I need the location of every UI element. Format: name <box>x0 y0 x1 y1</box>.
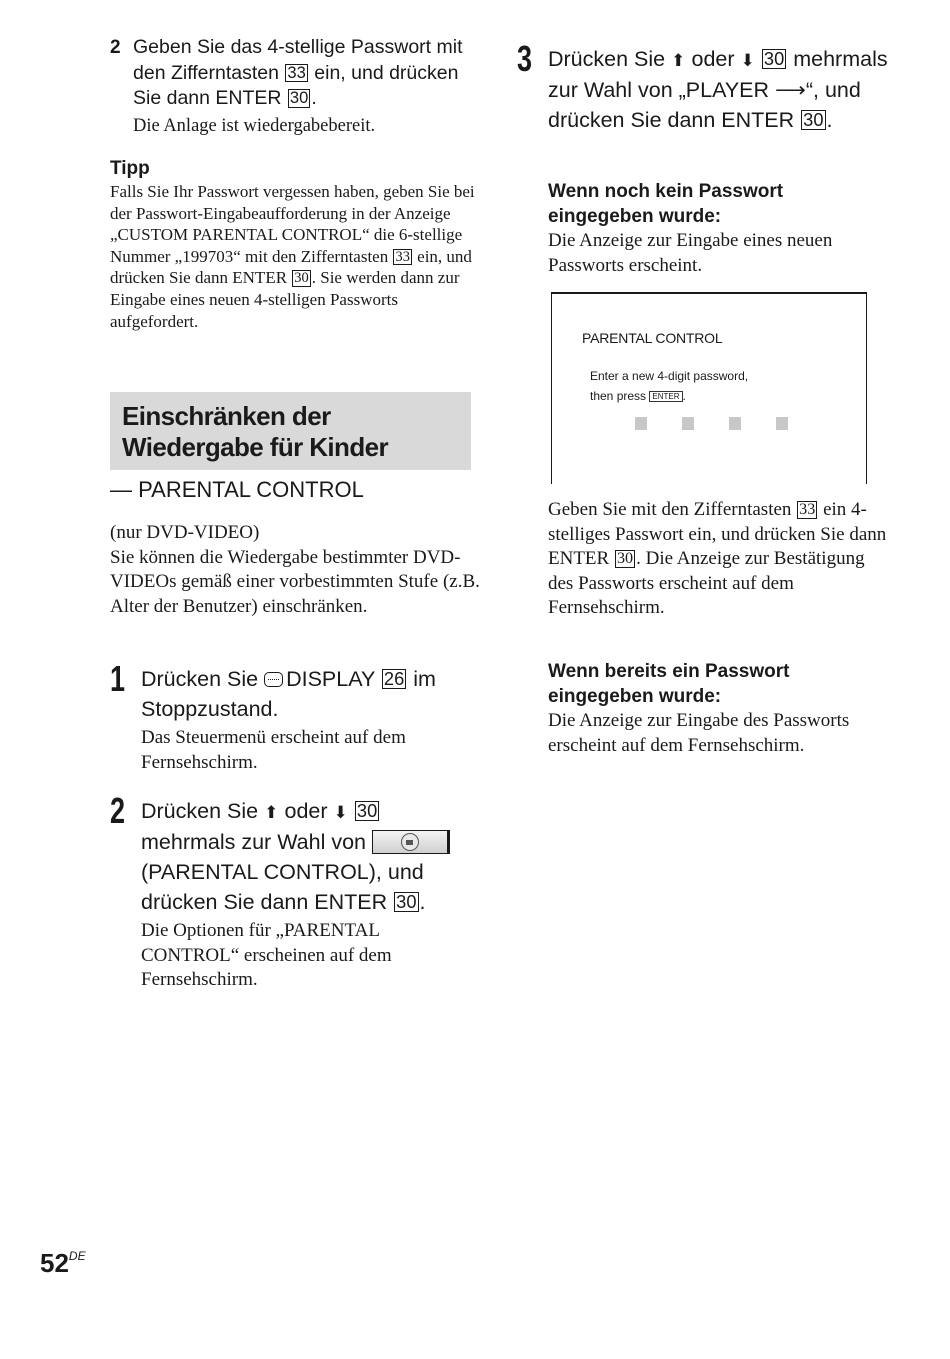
tip-title: Tipp <box>110 158 150 179</box>
section-subtitle: — PARENTAL CONTROL <box>110 477 364 502</box>
note-no-password <box>548 180 888 278</box>
step-1 <box>110 658 480 775</box>
key-reference: 30 <box>763 48 785 69</box>
step-number: 2 <box>110 37 121 58</box>
note-existing-password <box>548 660 888 758</box>
step-result: Die Anlage ist wiedergabebereit. <box>133 115 376 136</box>
section-heading-box <box>110 392 471 470</box>
step-number: 1 <box>110 658 126 699</box>
note-title: Wenn bereits ein Passwort eingegeben wurde: <box>548 661 790 707</box>
tv-screen-illustration <box>551 292 867 484</box>
note-body: Die Anzeige zur Eingabe eines neuen Passworts erscheint. <box>548 230 833 276</box>
step-3 <box>517 38 897 135</box>
section-title: Einschränken der Wiedergabe für Kinder <box>122 401 388 462</box>
key-reference: 30 <box>294 270 309 287</box>
password-digit-slot <box>729 417 741 430</box>
password-digit-slot <box>682 417 694 430</box>
key-reference: 30 <box>289 88 309 107</box>
key-reference: 33 <box>287 62 306 82</box>
step-instruction: Drücken Sie ⬆ oder ⬇ 30 mehrmals zur Wahl von (PARENTAL CONTROL), und drücken Sie dann ENTER 30 . <box>141 796 480 917</box>
key-reference: 30 <box>616 550 634 567</box>
parental-control-lock-icon <box>372 830 450 854</box>
step-number: 2 <box>110 790 126 831</box>
step-result: Die Optionen für „PARENTAL CONTROL“ erscheinen auf dem Fernsehschirm. <box>141 920 392 990</box>
down-arrow-icon: ⬇ <box>740 50 755 70</box>
password-digit-slot <box>776 417 788 430</box>
step-2-password-entry <box>110 35 480 139</box>
key-reference: 33 <box>395 248 410 265</box>
screen-title: PARENTAL CONTROL <box>582 330 723 346</box>
step-2 <box>110 790 480 993</box>
note-title: Wenn noch kein Passwort eingegeben wurde: <box>548 181 784 227</box>
key-reference: 26 <box>383 668 405 689</box>
key-reference: 33 <box>799 501 816 518</box>
lock-icon <box>401 833 419 851</box>
note-body: Die Anzeige zur Eingabe des Passworts erscheint auf dem Fernsehschirm. <box>548 710 850 756</box>
step-result: Das Steuermenü erscheint auf dem Fernsehschirm. <box>141 727 406 773</box>
page-number: 52DE <box>40 1248 86 1278</box>
intro-scope: (nur DVD-VIDEO) <box>110 522 260 543</box>
password-entry-instruction: Geben Sie mit den Zifferntasten 33 ein 4-stelliges Passwort ein, und drücken Sie dann ENTER 30 . Die Anzeige zur Bestätigung des Passworts erscheint auf dem Fernsehschirm. <box>548 499 887 618</box>
step-instruction: Drücken Sie DISPLAY 26 im Stoppzustand. <box>141 667 436 721</box>
screen-message: Enter a new 4-digit password, then press ENTER . <box>590 369 749 403</box>
password-digit-slot <box>635 417 647 430</box>
right-arrow-icon: ⟶ <box>775 78 806 102</box>
key-reference: 30 <box>356 800 378 821</box>
tip-body: Falls Sie Ihr Passwort vergessen haben, geben Sie bei der Passwort-Eingabeaufforderung in der Anzeige „CUSTOM PARENTAL CONTROL“ die 6-stellige Nummer „199703“ mit den Zifferntasten 33 ein, und drücken Sie dann ENTER 30 . Sie werden dann zur Eingabe eines neuen 4-stelligen Passworts aufgefordert. <box>110 182 475 331</box>
intro-description: Sie können die Wiedergabe bestimmter DVD-VIDEOs gemäß einer vorbestimmten Stufe (z.B. Alter der Benutzer) einschränken. <box>110 546 480 617</box>
up-arrow-icon: ⬆ <box>264 802 279 822</box>
language-code: DE <box>68 1249 86 1263</box>
display-button-icon <box>264 672 283 687</box>
key-reference: 30 <box>396 891 417 912</box>
tip-box <box>110 157 480 332</box>
step-number: 3 <box>517 38 533 79</box>
down-arrow-icon: ⬇ <box>333 802 348 822</box>
step-instruction: Drücken Sie ⬆ oder ⬇ 30 mehrmals zur Wahl von „PLAYER ⟶“, und drücken Sie dann ENTER 30 . <box>548 47 888 132</box>
section-intro <box>110 521 480 619</box>
up-arrow-icon: ⬆ <box>671 50 686 70</box>
key-reference: 30 <box>803 109 824 130</box>
enter-key-icon: ENTER <box>649 391 682 402</box>
step-instruction: Geben Sie das 4-stellige Passwort mit den Zifferntasten 33 ein, und drücken Sie dann ENTER 30 . <box>133 36 463 109</box>
